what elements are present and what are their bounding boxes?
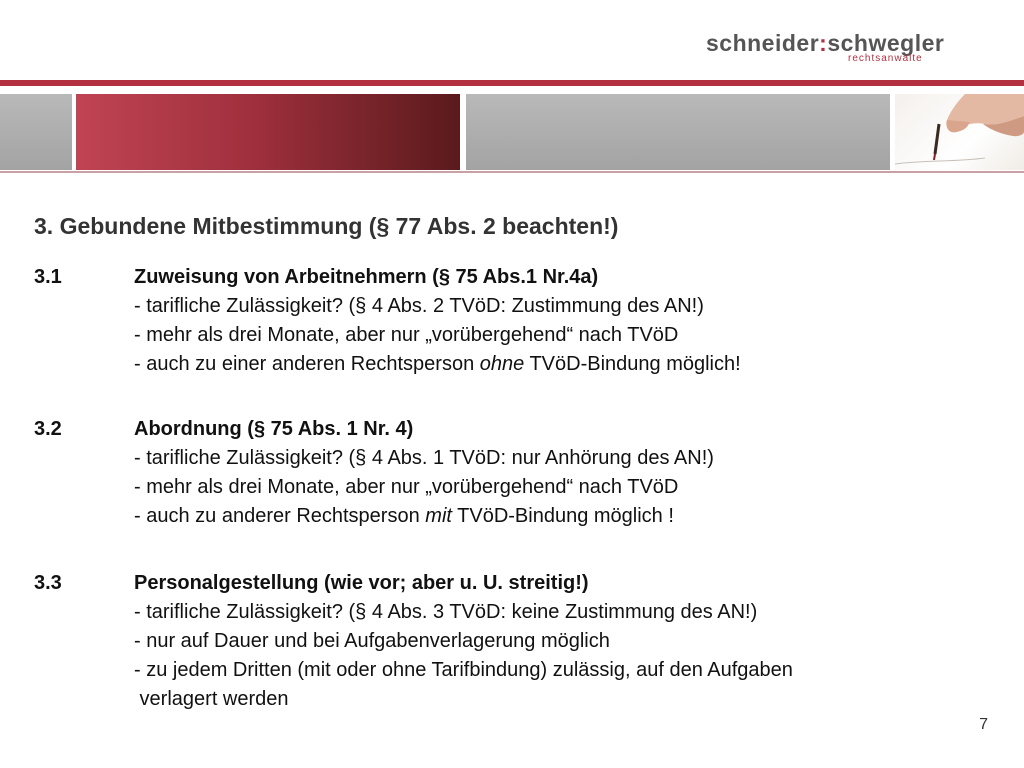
header-band-gray-right — [466, 94, 890, 170]
section-3-3 — [34, 569, 793, 714]
line-text: TVöD-Bindung möglich! — [524, 353, 741, 375]
bullet-line — [34, 502, 714, 531]
header-bottom-stripe — [0, 171, 1024, 173]
bullet-line: - tarifliche Zulässigkeit? (§ 4 Abs. 2 TVöD: Zustimmung des AN!) — [134, 295, 704, 317]
line-text: - auch zu einer anderen Rechtsperson — [134, 353, 480, 375]
logo-subtitle: rechtsanwälte — [848, 53, 923, 64]
bullet-line: - nur auf Dauer und bei Aufgabenverlagerung möglich — [134, 630, 610, 652]
header-top-stripe — [0, 80, 1024, 86]
section-title: Zuweisung von Arbeitnehmern (§ 75 Abs.1 Nr.4a) — [134, 266, 599, 288]
slide-title: 3. Gebundene Mitbestimmung (§ 77 Abs. 2 beachten!) — [34, 213, 619, 239]
bullet-line: verlagert werden — [134, 688, 289, 710]
page-number: 7 — [979, 716, 988, 733]
section-title: Personalgestellung (wie vor; aber u. U. streitig!) — [134, 572, 589, 594]
bullet-line: - tarifliche Zulässigkeit? (§ 4 Abs. 3 TVöD: keine Zustimmung des AN!) — [134, 601, 758, 623]
header-band-gray-left — [0, 94, 72, 170]
section-heading — [34, 415, 714, 444]
section-number: 3.3 — [34, 572, 62, 594]
section-3-1 — [34, 263, 741, 379]
hand-writing-icon — [895, 94, 1024, 170]
section-title: Abordnung (§ 75 Abs. 1 Nr. 4) — [134, 418, 414, 440]
header-band-red — [76, 94, 460, 170]
bullet-line: - zu jedem Dritten (mit oder ohne Tarifbindung) zulässig, auf den Aufgaben — [134, 659, 793, 681]
section-3-2 — [34, 415, 714, 531]
logo-right: schwegler — [827, 30, 945, 56]
section-heading — [34, 263, 741, 292]
bullet-line: - tarifliche Zulässigkeit? (§ 4 Abs. 1 TVöD: nur Anhörung des AN!) — [134, 447, 714, 469]
logo-left: schneider — [706, 30, 820, 56]
line-text: TVöD-Bindung möglich ! — [451, 505, 674, 527]
firm-logo — [706, 30, 996, 70]
header-photo — [895, 94, 1024, 170]
bullet-line — [34, 350, 741, 379]
line-emphasis: ohne — [479, 353, 525, 375]
section-number: 3.2 — [34, 418, 62, 440]
section-number: 3.1 — [34, 266, 62, 288]
bullet-line: - mehr als drei Monate, aber nur „vorübergehend“ nach TVöD — [134, 324, 679, 346]
bullet-line: - mehr als drei Monate, aber nur „vorübergehend“ nach TVöD — [134, 476, 679, 498]
section-heading — [34, 569, 793, 598]
logo-separator: : — [819, 30, 828, 56]
line-text: - auch zu anderer Rechtsperson — [134, 505, 426, 527]
line-emphasis: mit — [425, 505, 452, 527]
